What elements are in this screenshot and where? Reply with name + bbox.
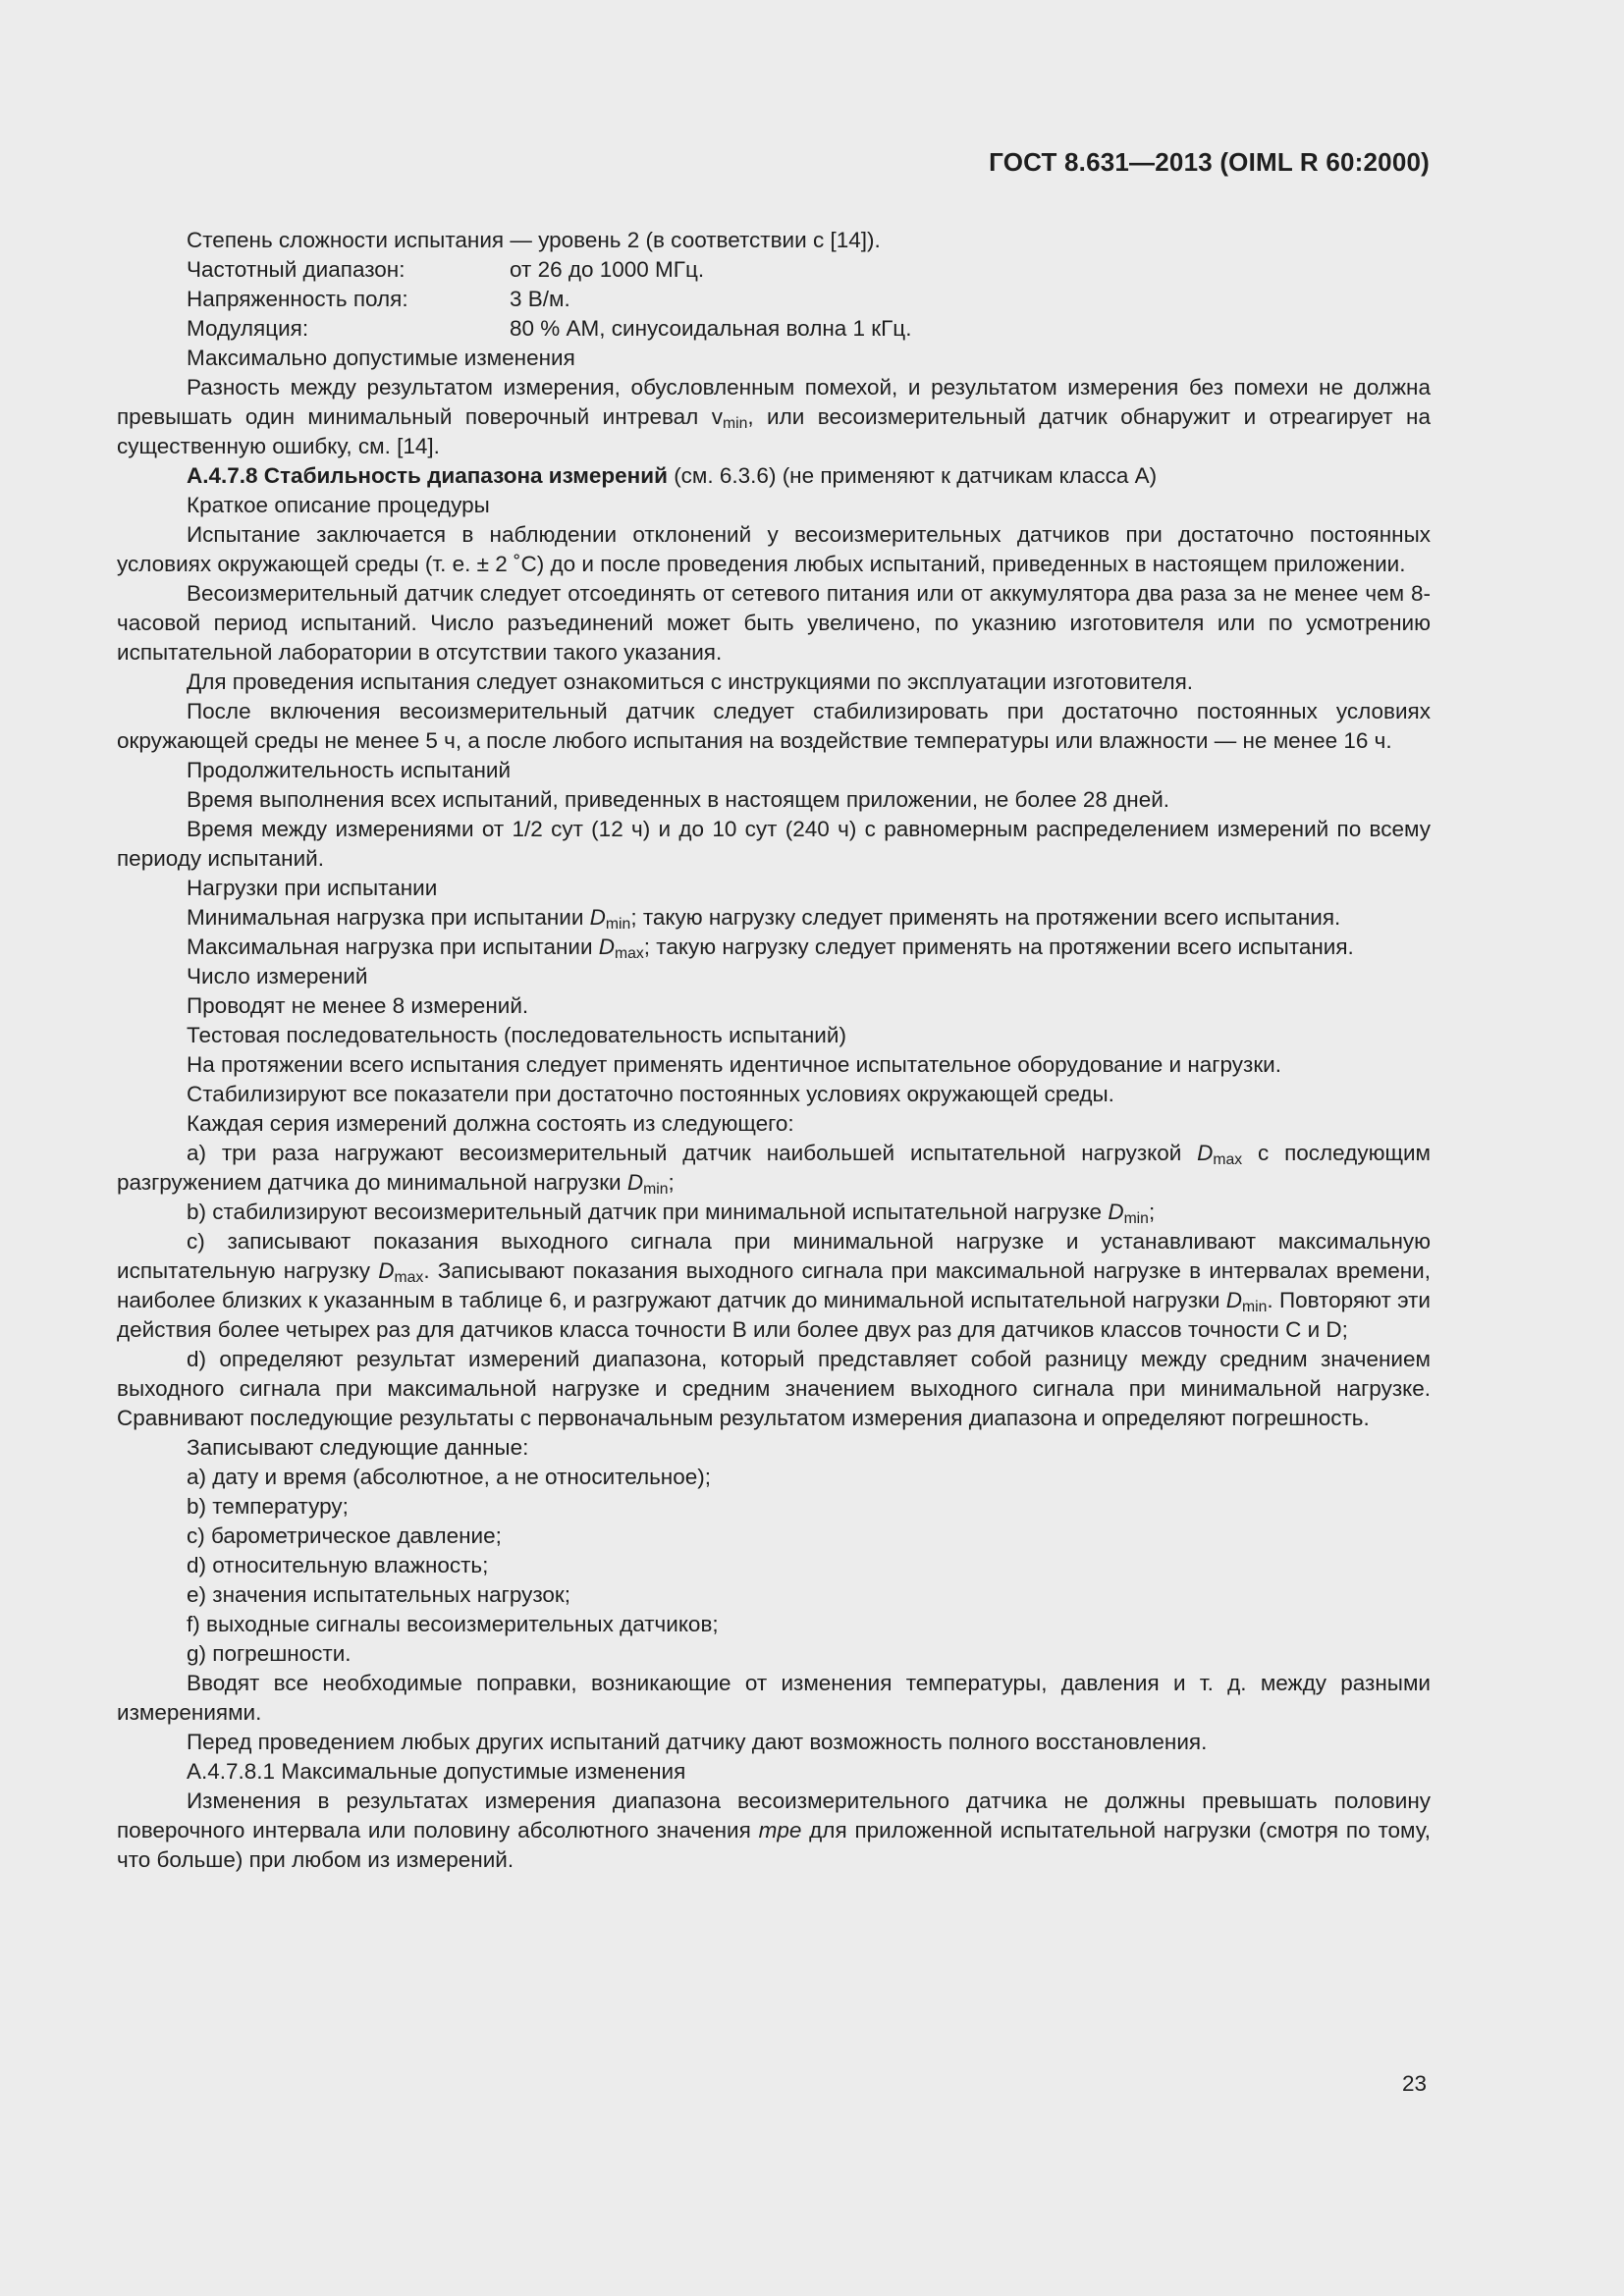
section-title: А.4.7.8 Стабильность диапазона измерений [187,463,668,488]
paragraph: Степень сложности испытания — уровень 2 (в соответствии с [14]). [187,228,881,252]
text-run: Разность между результатом измерения, обусловленным помехой, и результатом измерения без помехи не должна превышать один минимальный поверочный интревал [117,375,1431,429]
subheading: Продолжительность испытаний [187,758,512,782]
text-run: с) записывают показания выходного сигнала при минимальной нагрузке и устанавливают максимальную испытательную нагрузку [117,1229,1431,1283]
text-run: для приложенной испытательной нагрузки (смотря по тому, что больше) при любом из измерений. [117,1818,1431,1872]
paragraph: Проводят не менее 8 измерений. [187,993,529,1018]
text-run: . Повторяют эти действия более четырех раз для датчиков класса точности В или более двух раз для датчиков классов точности С и D; [117,1288,1431,1342]
text-run: ; [1148,1200,1156,1224]
paragraph: После включения весоизмерительный датчик следует стабилизировать при достаточно постоянных условиях окружающей среды не менее 5 ч, а после любого испытания на воздействие температуры или влажности — не менее 16 ч. [117,699,1431,753]
list-item [117,1139,1431,1198]
subheading: Тестовая последовательность (последовательность испытаний) [187,1023,846,1047]
list-item: d) относительную влажность; [187,1553,489,1577]
subscript: max [615,945,644,962]
paragraph: Для проведения испытания следует ознакомиться с инструкциями по эксплуатации изготовителя. [187,669,1194,694]
paragraph: Весоизмерительный датчик следует отсоединять от сетевого питания или от аккумулятора два раза за не менее чем 8-часовой период испытаний. Число разъединений может быть увеличено, по указнию изготовителя или по усмотрению испытательной лаборатории в отсутствии такого указания. [117,581,1431,665]
subscript: min [1242,1299,1268,1315]
text-run: Минимальная нагрузка при испытании [187,905,590,930]
symbol-d: D [378,1258,395,1283]
list-item [117,1227,1431,1345]
paragraph [117,903,1431,933]
paragraph: Стабилизируют все показатели при достаточно постоянных условиях окружающей среды. [187,1082,1114,1106]
parameter-row [117,285,1431,314]
symbol-d: D [1225,1288,1243,1312]
text-run: b) стабилизируют весоизмерительный датчик при минимальной испытательной нагрузке [187,1200,1109,1224]
subsection-heading: А.4.7.8.1 Максимальные допустимые изменения [187,1759,686,1784]
text-run: с последующим разгружением датчика до минимальной нагрузки [117,1141,1431,1195]
symbol-mpe: mpe [758,1818,802,1842]
text-run: Максимальная нагрузка при испытании [187,934,599,959]
subheading: Максимально допустимые изменения [187,346,575,370]
text-run: ; [668,1170,675,1195]
paragraph: Время выполнения всех испытаний, приведенных в настоящем приложении, не более 28 дней. [187,787,1170,812]
subscript: max [1213,1151,1243,1168]
subscript: min [605,916,631,933]
parameter-label: Напряженность поля: [187,287,408,311]
parameter-row [117,314,1431,344]
symbol-d: D [1197,1141,1214,1165]
subheading: Число измерений [187,964,368,988]
text-run: (см. 6.3.6) (не применяют к датчикам класса А) [667,463,1158,488]
paragraph: Записывают следующие данные: [187,1435,529,1460]
paragraph: Испытание заключается в наблюдении отклонений у весоизмерительных датчиков при достаточно постоянных условиях окружающей среды (т. е. ± 2 ˚С) до и после проведения любых испытаний, приведенных в настоящем приложении. [117,522,1431,576]
parameter-value: 3 В/м. [510,287,570,311]
list-item [117,1198,1431,1227]
subheading: Нагрузки при испытании [187,876,438,900]
parameter-label: Частотный диапазон: [187,257,406,282]
symbol-d: D [626,1170,644,1195]
text-run: а) три раза нагружают весоизмерительный датчик наибольшей испытательной нагрузкой [187,1141,1198,1165]
parameter-label: Модуляция: [187,316,309,341]
text-run: ; такую нагрузку следует применять на протяжении всего испытания. [643,934,1354,959]
list-item: g) погрешности. [187,1641,352,1666]
symbol-d: D [589,905,606,930]
symbol-d: D [598,934,616,959]
text-run: . Записывают показания выходного сигнала при максимальной нагрузке в интервалах времени, наиболее близких к указанным в таблице 6, и разгружают датчик до минимальной испытательной нагрузки [117,1258,1431,1312]
list-item: b) температуру; [187,1494,349,1519]
paragraph [117,1787,1431,1875]
subscript: max [394,1269,424,1286]
symbol-d: D [1108,1200,1124,1224]
subscript: min [1123,1210,1149,1227]
parameter-value: 80 % АМ, синусоидальная волна 1 кГц. [510,316,912,341]
paragraph: Время между измерениями от 1/2 сут (12 ч) и до 10 сут (240 ч) с равномерным распределением измерений по всему периоду испытаний. [117,817,1431,871]
parameter-value: от 26 до 1000 МГц. [510,257,705,282]
document-body [117,226,1431,1875]
paragraph: На протяжении всего испытания следует применять идентичное испытательное оборудование и нагрузки. [187,1052,1281,1077]
list-item: d) определяют результат измерений диапазона, который представляет собой разницу между средним значением выходного сигнала при максимальной нагрузке и средним значением выходного сигнала при минимальной нагрузке. Сравнивают последующие результаты с первоначальным результатом измерения диапазона и определяют погрешность. [117,1347,1431,1430]
text-run: , или весоизмерительный датчик обнаружит и отреагирует на существенную ошибку, см. [14]. [117,404,1431,458]
symbol-v: v [711,404,723,429]
paragraph [117,373,1431,461]
subscript: min [722,415,748,432]
page-number: 23 [1401,2071,1427,2096]
paragraph [117,933,1431,962]
list-item: е) значения испытательных нагрузок; [187,1582,571,1607]
list-item: с) барометрическое давление; [187,1523,502,1548]
document-header: ГОСТ 8.631—2013 (OIML R 60:2000) [989,147,1430,177]
section-heading [117,461,1431,491]
subheading: Краткое описание процедуры [187,493,490,517]
list-item: f) выходные сигналы весоизмерительных датчиков; [187,1612,719,1636]
paragraph: Вводят все необходимые поправки, возникающие от изменения температуры, давления и т. д. между разными измерениями. [117,1671,1431,1725]
paragraph: Каждая серия измерений должна состоять из следующего: [187,1111,794,1136]
parameter-row [117,255,1431,285]
subscript: min [643,1181,669,1198]
text-run: ; такую нагрузку следует применять на протяжении всего испытания. [630,905,1341,930]
paragraph: Перед проведением любых других испытаний датчику дают возможность полного восстановления. [187,1730,1208,1754]
text-run: Изменения в результатах измерения диапазона весоизмерительного датчика не должны превышать половину поверочного интервала или половину абсолютного значения [117,1789,1431,1842]
list-item: а) дату и время (абсолютное, а не относительное); [187,1465,712,1489]
